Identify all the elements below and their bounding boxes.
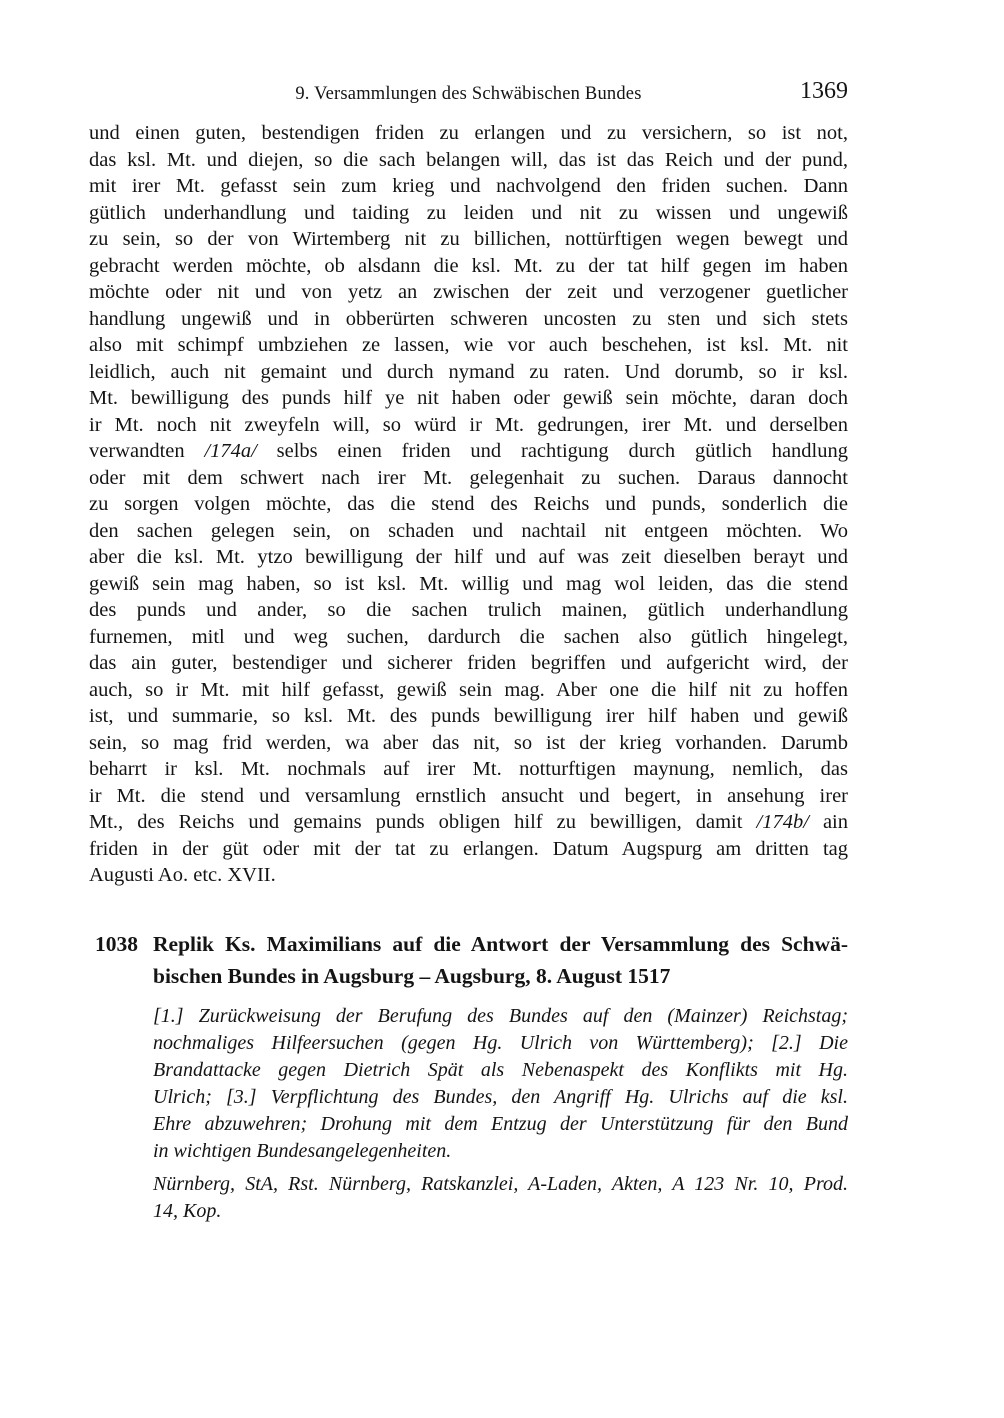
text-line: Mt., des Reichs und gemains punds obligen hilf zu bewilligen, damit /174b/ ain — [89, 811, 848, 833]
text-line: bischen Bundes in Augsburg – Augsburg, 8. August 1517 — [153, 964, 671, 988]
text-line: Brandattacke gegen Dietrich Spät als Nebenaspekt des Konflikts mit Hg. — [153, 1059, 848, 1081]
text-line: auch, so ir Mt. mit hilf gefasst, gewiß sein mag. Aber one die hilf nit zu hoffen — [89, 678, 848, 701]
page-number: 1369 — [800, 78, 848, 104]
text-line: Nürnberg, StA, Rst. Nürnberg, Ratskanzlei, A-Laden, Akten, A 123 Nr. 10, Prod. — [153, 1173, 848, 1195]
text-line: möchte oder nit und von yetz an zwischen der zeit und verzogener guetlicher — [89, 281, 848, 303]
text-line: in wichtigen Bundesangelegenheiten. — [153, 1140, 452, 1162]
entry-title — [153, 928, 848, 992]
text-line: leidlich, auch nit gemaint und durch nymand zu raten. Und dorumb, so ir ksl. — [89, 360, 848, 383]
text-line: das ksl. Mt. und diejen, so die sach belangen will, das ist das Reich und der pund, — [89, 148, 848, 171]
text-line: handlung ungewiß und in obberürten schweren uncosten zu sten und sich stets — [89, 307, 848, 330]
text-line: des punds und ander, so die sachen trulich mainen, gütlich underhandlung — [89, 599, 848, 621]
text-line: oder mit dem schwert nach irer Mt. gelegenhait zu suchen. Daraus dannocht — [89, 466, 848, 489]
text-line: zu sorgen volgen möchte, das die stend des Reichs und punds, sonderlich die — [89, 493, 848, 515]
entry-summary — [153, 1003, 848, 1165]
text-line: mit irer Mt. gefasst sein zum krieg und nachvolgend den friden suchen. Dann — [89, 175, 848, 197]
text-line: Mt. bewilligung des punds hilf ye nit haben oder gewiß sein möchte, daran doch — [89, 387, 848, 409]
text-line: ir Mt. noch nit zweyfeln will, so würd ir Mt. gedrungen, irer Mt. und derselben — [89, 413, 848, 436]
text-line: Replik Ks. Maximilians auf die Antwort der Versammlung des Schwä- — [153, 932, 848, 956]
text-line: gewiß sein mag haben, so ist ksl. Mt. willig und mag wol leiden, das die stend — [89, 572, 848, 595]
entry-heading — [95, 928, 848, 992]
text-line: sein, so mag frid werden, wa aber das nit, so ist der krieg vorhanden. Darumb — [89, 731, 848, 754]
entry-source-citation — [153, 1171, 848, 1225]
text-line: verwandten /174a/ selbs einen friden und rachtigung durch gütlich handlung — [89, 440, 848, 462]
text-line: also mit schimpf umbziehen ze lassen, wie vor auch beschehen, ist ksl. Mt. nit — [89, 334, 848, 356]
text-line: und einen guten, bestendigen friden zu erlangen und zu versichern, so ist not, — [89, 122, 848, 144]
text-line: nochmaliges Hilfeersuchen (gegen Hg. Ulrich von Württemberg); [2.] Die — [153, 1032, 848, 1054]
text-line: gütlich underhandlung und taiding zu leiden und nit zu wissen und ungewiß — [89, 201, 848, 224]
text-line: Ehre abzuwehren; Drohung mit dem Entzug der Unterstützung für den Bund — [153, 1113, 848, 1135]
running-title: 9. Versammlungen des Schwäbischen Bundes — [295, 84, 642, 104]
text-line: ir Mt. die stend und versamlung ernstlich ansucht und begert, in ansehung irer — [89, 784, 848, 807]
text-line: das ain guter, bestendiger und sicherer friden begriffen und aufgericht wird, der — [89, 652, 848, 674]
entry-number: 1038 — [95, 932, 138, 956]
main-paragraph — [89, 120, 848, 889]
text-line: Ulrich; [3.] Verpflichtung des Bundes, den Angriff Hg. Ulrichs auf die ksl. — [153, 1086, 848, 1108]
text-line: aber die ksl. Mt. ytzo bewilligung der hilf und auf was zeit dieselben berayt und — [89, 546, 848, 568]
text-line: [1.] Zurückweisung der Berufung des Bundes auf den (Mainzer) Reichstag; — [153, 1005, 848, 1027]
text-line: friden in der güt oder mit der tat zu erlangen. Datum Augspurg am dritten tag — [89, 837, 848, 860]
text-line: 14, Kop. — [153, 1200, 222, 1222]
text-line: furnemen, mitl und weg suchen, dardurch die sachen also gütlich hingelegt, — [89, 625, 848, 648]
text-line: gebracht werden möchte, ob alsdann die ksl. Mt. zu der tat hilf gegen im haben — [89, 254, 848, 277]
text-line: zu sein, so der von Wirtemberg nit zu billichen, nottürftigen wegen bewegt und — [89, 228, 848, 250]
text-line: ist, und summarie, so ksl. Mt. des punds bewilligung irer hilf haben und gewiß — [89, 705, 848, 727]
text-line: beharrt ir ksl. Mt. nochmals auf irer Mt. notturftigen maynung, nemlich, das — [89, 758, 848, 780]
text-line: Augusti Ao. etc. XVII. — [89, 864, 276, 886]
text-line: den sachen gelegen sein, on schaden und nachtail nit entgeen möchten. Wo — [89, 519, 848, 542]
